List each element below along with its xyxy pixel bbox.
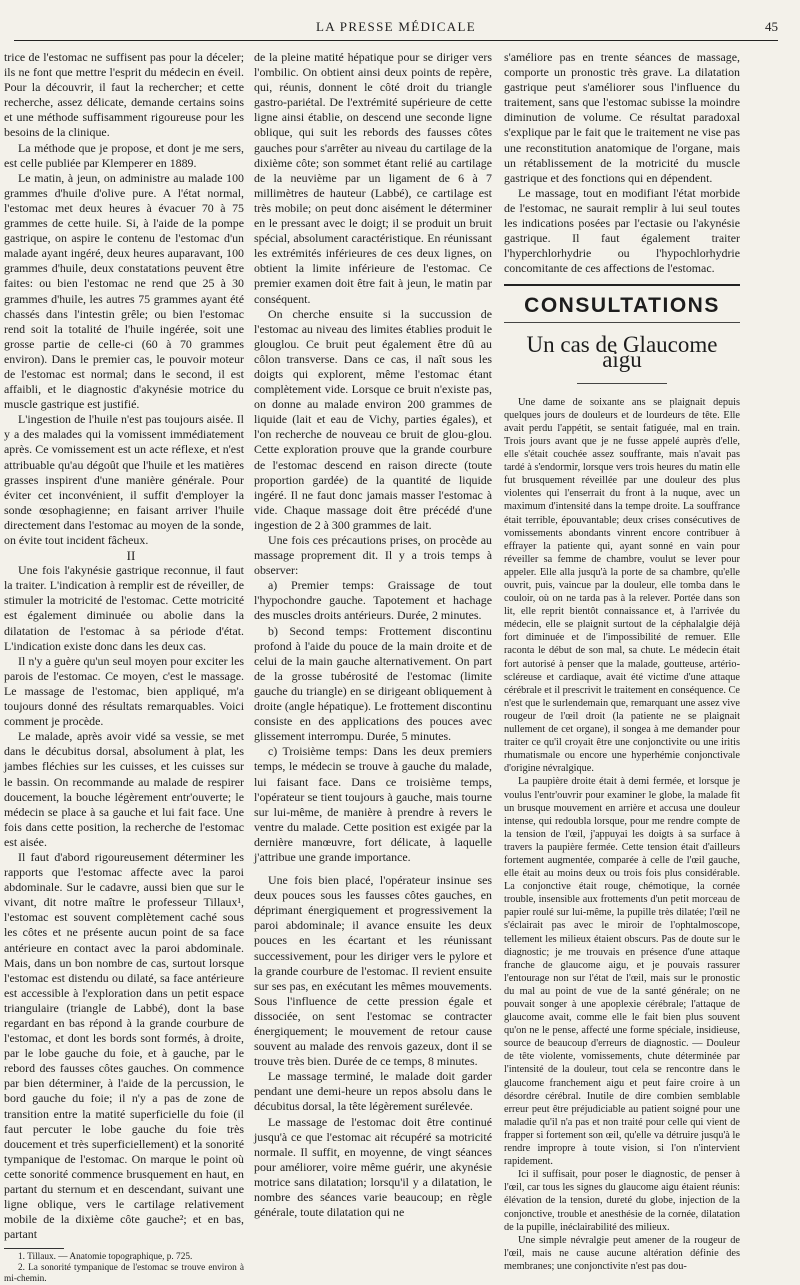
article-paragraph: Ici il suffisait, pour poser le diagnostic, de penser à l'œil, car tous les signes du glaucome aigu étaient réunis: élévation de la tension, dureté du globe, injection de la conjonctive, trouble et anesthésie de la cornée, dilatation de la pupille, inéclairabilité des milieux. xyxy=(504,1169,740,1233)
paragraph: Le massage terminé, le malade doit garder pendant une demi-heure un repos absolu dans le décubitus dorsal, la tête légèrement surélevée. xyxy=(254,1069,492,1114)
article-paragraph: Une simple névralgie peut amener de la rougeur de l'œil, mais ne cause aucune altération définie des membranes; une conjonctivite n'est pas dou- xyxy=(504,1234,740,1272)
section-rule xyxy=(504,284,740,286)
paragraph: trice de l'estomac ne suffisent pas pour la déceler; ils ne font que mettre l'esprit du médecin en éveil. Pour la découvrir, il faut la rechercher; et cette recherche, assez délicate, demande certains soins et une méthode suffisamment rigoureuse pour les besoins de la clinique. xyxy=(4,50,244,140)
massage-step-a: a) Premier temps: Graissage de tout l'hypochondre gauche. Tapotement et hachage des muscles droits antérieurs. Durée, 2 minutes. xyxy=(254,578,492,623)
footnote-rule xyxy=(4,1248,64,1249)
massage-step-c: c) Troisième temps: Dans les deux premiers temps, le médecin se trouve à gauche du malade, lui faisant face. Dans ce troisième temps, l'opérateur se tient toujours à gauche, mais tourne sur lui-même, de manière à prendre à revers le ventre du malade. Cette position est exigée par la dernière manœuvre, fort délicate, à laquelle j'attribue une grande importance. xyxy=(254,744,492,864)
massage-step-b: b) Second temps: Frottement discontinu profond à l'aide du pouce de la main droite et de celui de la main gauche alternativement. On part de la grosse tubérosité de l'estomac (limite gauche du triangle) en se dirigeant obliquement à droite (angle hépatique). Le frottement discontinu consiste en des applications des pouces avec glissement interrompu. Durée, 5 minutes. xyxy=(254,623,492,744)
footnote: 2. La sonorité tympanique de l'estomac se trouve environ à mi-chemin. xyxy=(4,1263,244,1285)
page-header xyxy=(14,14,778,41)
section-numeral: II xyxy=(126,548,136,564)
article-paragraph: Une dame de soixante ans se plaignait depuis quelques jours de douleurs et de lourdeurs de tête. Elle avait perdu l'appétit, se sentait fatiguée, mal en train. Trois jours avant que je ne fusse appelé auprès d'elle, elle s'était couchée assez souffrante, mais n'avait pas tardé à s'endormir, lorsque vers trois heures du matin elle fut brusquement réveillée par une douleur des plus violentes qui l'enserrait du front à la nuque, avec un maximum d'intensité dans la tempe droite. La souffrance était terrible, épouvantable; deux crises consécutives de vomissements abondants vinrent encore contribuer à effrayer la patiente qui, ayant sonné en vain pour réveiller sa femme de chambre, voulut se lever pour appeler. Elle alla jusqu'à la porte de sa chambre, qu'elle ouvrit, puis, vaincue par la douleur, elle tomba dans le couloir, où on ne tarda pas à la relever. Portée dans son lit, elle reprit bientôt connaissance et, à l'arrivée du médecin, elle se plaignit surtout de la céphalalgie déjà fort diminuée et de l'impossibilité de remuer. Elle raconta le début de son mal, sa chute. Le médecin était fort autorisé à penser que la malade, goutteuse, artério-scléreuse et cardiaque, avait été victime d'une attaque cérébrale et il prescrivit le traitement en conséquence. Ce n'est que le surlendemain que, remarquant une assez vive rougeur de l'œil droit (la patiente ne se plaignait nullement de cet organe), il songea à me demander pour traiter ce qu'il croyait être une conjonctivite ou une iritis rhumatismale ou encore une hyperhémie conjonctivale d'origine névralgique. xyxy=(504,396,740,775)
footnote: 1. Tillaux. — Anatomie topographique, p. 725. xyxy=(18,1252,193,1263)
paragraph: s'améliore pas en trente séances de massage, comporte un pronostic très grave. La dilatation gastrique peut s'améliorer sous l'influence du traitement, sans que l'estomac subisse la moindre diminution de volume. Ce résultat paradoxal s'explique par le fait que le traitement ne vise pas une reconstitution anatomique de l'organe, mais un rétablissement de la motricité du muscle gastrique et des fonctions qui en dépendent. xyxy=(504,50,740,185)
paragraph: Une fois l'akynésie gastrique reconnue, il faut la traiter. L'indication à remplir est de réveiller, de stimuler la motricité de l'estomac. Cette motricité est également diminuée ou abolie dans la dilatation de l'estomac à sa période d'état. L'indication existe donc dans les deux cas. xyxy=(4,563,244,653)
paragraph: Il faut d'abord rigoureusement déterminer les rapports que l'estomac affecte avec la paroi abdominale. Sur le cadavre, aussi bien que sur le vivant, dit notre maître le professeur Tillaux¹, l'estomac est souvent complètement caché sous les côtes et ne présente aucun point de sa face antérieure en contact avec la paroi abdominale. Mais, dans un bon nombre de cas, surtout lorsque l'estomac est distendu ou dilaté, sa face antérieure est accessible à l'exploration dans un petit espace triangulaire (triangle de Labbé), dont la base regardant en bas répond à la grande courbure de l'estomac, et dont les bords sont formés, à droite, par le lobe gauche du foie, et à gauche, par le rebord des fausses côtes gauches. On commence par bien déterminer, à l'aide de la percussion, le bord gauche du foie; il n'y a pas de zone de transition entre la matité superficielle du foie (il faut percuter le lobe gauche du foie très doucement et très superficiellement) et la sonorité tympanique de l'estomac. On marque le point où cette sonorité commence brusquement en haut, en partant du sternum et en descendant, suivant une ligne oblique, vers le cartilage relativement mobile de la dixième côte gauche²; et en bas, partant xyxy=(4,849,244,1242)
paragraph: On cherche ensuite si la succussion de l'estomac au niveau des limites établies produit le glouglou. Ce bruit peut également être dû au côlon transverse. Dans ce cas, il naît sous les doigts qui explorent, même l'estomac étant complètement vide. Lorsque ce bruit n'existe pas, on donne au malade environ 200 grammes de liquide (lait et eau de Vichy, parties égales), et l'on recherche de nouveau ce bruit de glou-glou. Cette exploration prouve que la grande courbure de l'estomac descend en raison directe (toute proportion gardée) de la quantité de liquide ingéré. Il ne faut donc jamais masser l'estomac à vide. Chaque massage doit être précédé d'une ingestion de 2 à 300 grammes de lait. xyxy=(254,306,492,532)
heading-rule xyxy=(504,322,740,323)
column-middle xyxy=(254,50,492,1220)
paragraph: Il n'y a guère qu'un seul moyen pour exciter les parois de l'estomac. Ce moyen, c'est le massage. Le massage de l'estomac, bien appliqué, m'a toujours donné des résultats remarquables. Voici comment je procède. xyxy=(4,653,244,729)
column-right xyxy=(504,50,740,1273)
consultations-heading: CONSULTATIONS xyxy=(524,294,720,318)
paragraph: Le massage, tout en modifiant l'état morbide de l'estomac, ne saurait remplir à lui seul toutes les indications posées par l'ectasie ou l'akynésie gastrique. Il faut également traiter l'hyperchlorhydrie ou l'hypochlorhydrie concomitante de ces affections de l'estomac. xyxy=(504,185,740,276)
paragraph: Le malade, après avoir vidé sa vessie, se met dans le décubitus dorsal, absolument à plat, les jambes fléchies sur les cuisses, et les cuisses sur le bassin. On recommande au malade de respirer doucement, la bouche légèrement entr'ouverte; le médecin se place à sa gauche et lui fait face. Une fois dans cette position, la recherche de l'estomac est aisée. xyxy=(4,729,244,849)
journal-title: LA PRESSE MÉDICALE xyxy=(316,19,476,34)
paragraph: La méthode que je propose, et dont je me sers, est celle publiée par Klemperer en 1889. xyxy=(4,140,244,170)
article-paragraph: La paupière droite était à demi fermée, et lorsque je voulus l'entr'ouvrir pour examiner le globe, la malade fit un brusque mouvement en arrière et accusa une douleur intense, qui redoubla lorsque, pour me rendre compte de la tension de l'œil, j'appuyai les doigts à sa surface à travers la paupière fermée. Cette tension était d'ailleurs fortement augmentée, comparée à celle de l'œil gauche, elle était au moins deux ou trois fois plus considérable. La conjonctive était rouge, chémotique, la cornée trouble, insensible aux frottements d'un petit morceau de papier roulé sur lui-même, la pupille très dilatée; l'œil ne s'éclairait pas avec le miroir de l'ophtalmoscope, tellement les milieux étaient obscurs. Pas de doute sur le diagnostic; je me trouvais en présence d'une attaque franche de glaucome aigu, et je pouvais rassurer l'entourage non sur l'état de l'œil, mais sur le pronostic du mal au point de vue de la santé générale; on ne pouvait songer à une apoplexie cérébrale; l'attaque de glaucome avait, comme elle le fait bien plus souvent qu'on ne le pense, affecté une forme spéciale, insidieuse, source de beaucoup d'erreurs de diagnostic. — Douleur de tête violente, vomissements, chute déterminée par l'intensité de la douleur, tout cela se rencontre dans le glaucome franchement aigu et peut faire croire à un désordre cérébral. Inutile de dire combien semblable erreur peut être préjudiciable au patient soigné pour une maladie qu'il n'a pas et non traité pour celle qui vient de frapper si fortement son œil, qu'elle va détruire jusqu'à le rendre impropre à toute vision, si l'on n'intervient rapidement. xyxy=(504,776,740,1168)
paragraph: Le matin, à jeun, on administre au malade 100 grammes d'huile d'olive pure. A l'état normal, l'estomac met deux heures à évacuer 70 à 75 grammes de cette huile. Si, à l'aide de la pompe gastrique, on aspire le contenu de l'estomac d'un malade ayant ingéré, deux heures auparavant, 100 grammes d'huile, deux constatations peuvent être faites: ou bien l'estomac ne rend que 25 à 30 grammes d'huile, les autres 75 grammes ayant été chassés dans l'intestin grêle; ou bien l'estomac rend soit la totalité de l'huile ingérée, soit une grosse partie de celle-ci (60 à 70 grammes environ). Dans le premier cas, le pouvoir moteur de l'estomac est normal; dans le second, il est affaibli, et le diagnostic d'akynésie motrice du muscle gastrique est justifié. xyxy=(4,170,244,412)
paragraph: de la pleine matité hépatique pour se diriger vers l'ombilic. On obtient ainsi deux points de repère, qui, réunis, donnent le côté droit du triangle gastro-pariétal. De l'extrémité supérieure de cette ligne ainsi établie, on descend une seconde ligne oblique, qui suit les rebords des fausses côtes gauches pour s'arrêter au niveau du cartilage de la dixième côte; son sommet étant relié au cartilage de la neuvième par un ligament de 6 à 7 millimètres de hauteur (Labbé), ce cartilage est très mobile; on peut donc aisément le déterminer en le pressant avec le doigt; il se produit un bruit spécial, absolument caractéristique. En réunissant les extrémités inférieures de ces deux lignes, on obtient la limite inférieure de l'estomac. Ce premier examen doit être fait à jeun, le matin par conséquent. xyxy=(254,50,492,306)
paragraph: Une fois bien placé, l'opérateur insinue ses deux pouces sous les fausses côtes gauches, en déprimant énergiquement et progressivement la paroi abdominale; il avance ensuite les deux pouces en les écartant et les réunissant successivement, pour les diriger vers le pylore et la grande courbure de l'estomac. Il revient ensuite sur ses pas, en exécutant les mêmes mouvements. Sous l'influence de cette pression égale et dissociée, on sent l'estomac se contracter énergiquement; le mouvement de retour cause souvent au malade des renvois gazeux, dont il se trouve très bien. Durée de ce temps, 8 minutes. xyxy=(254,873,492,1069)
paragraph: L'ingestion de l'huile n'est pas toujours aisée. Il y a des malades qui la vomissent immédiatement après. Ce vomissement est un acte réflexe, et n'est attribuable qu'au dégoût que l'huile et les matières grasses inspirent d'une manière générale. Pour éviter cet inconvénient, il suffit d'employer la sonde œsophagienne; en faisant arriver l'huile directement dans l'estomac au moyen de la sonde, on évite tout incident fâcheux. xyxy=(4,412,244,547)
title-rule xyxy=(577,383,667,384)
paragraph: Une fois ces précautions prises, on procède au massage proprement dit. Il y a trois temps à observer: xyxy=(254,533,492,578)
column-left xyxy=(4,50,244,1285)
article-title: Un cas de Glaucome aigu xyxy=(526,331,718,372)
paragraph: Le massage de l'estomac doit être continué jusqu'à ce que l'estomac ait récupéré sa motricité normale. Il suffit, en moyenne, de vingt séances pour améliorer, voire même guérir, une akynésie motrice sans dilatation; lorsqu'il y a dilatation, le nombre des séances varie beaucoup; en règle générale, toute dilatation qui ne xyxy=(254,1114,492,1220)
page-number: 45 xyxy=(765,19,778,34)
